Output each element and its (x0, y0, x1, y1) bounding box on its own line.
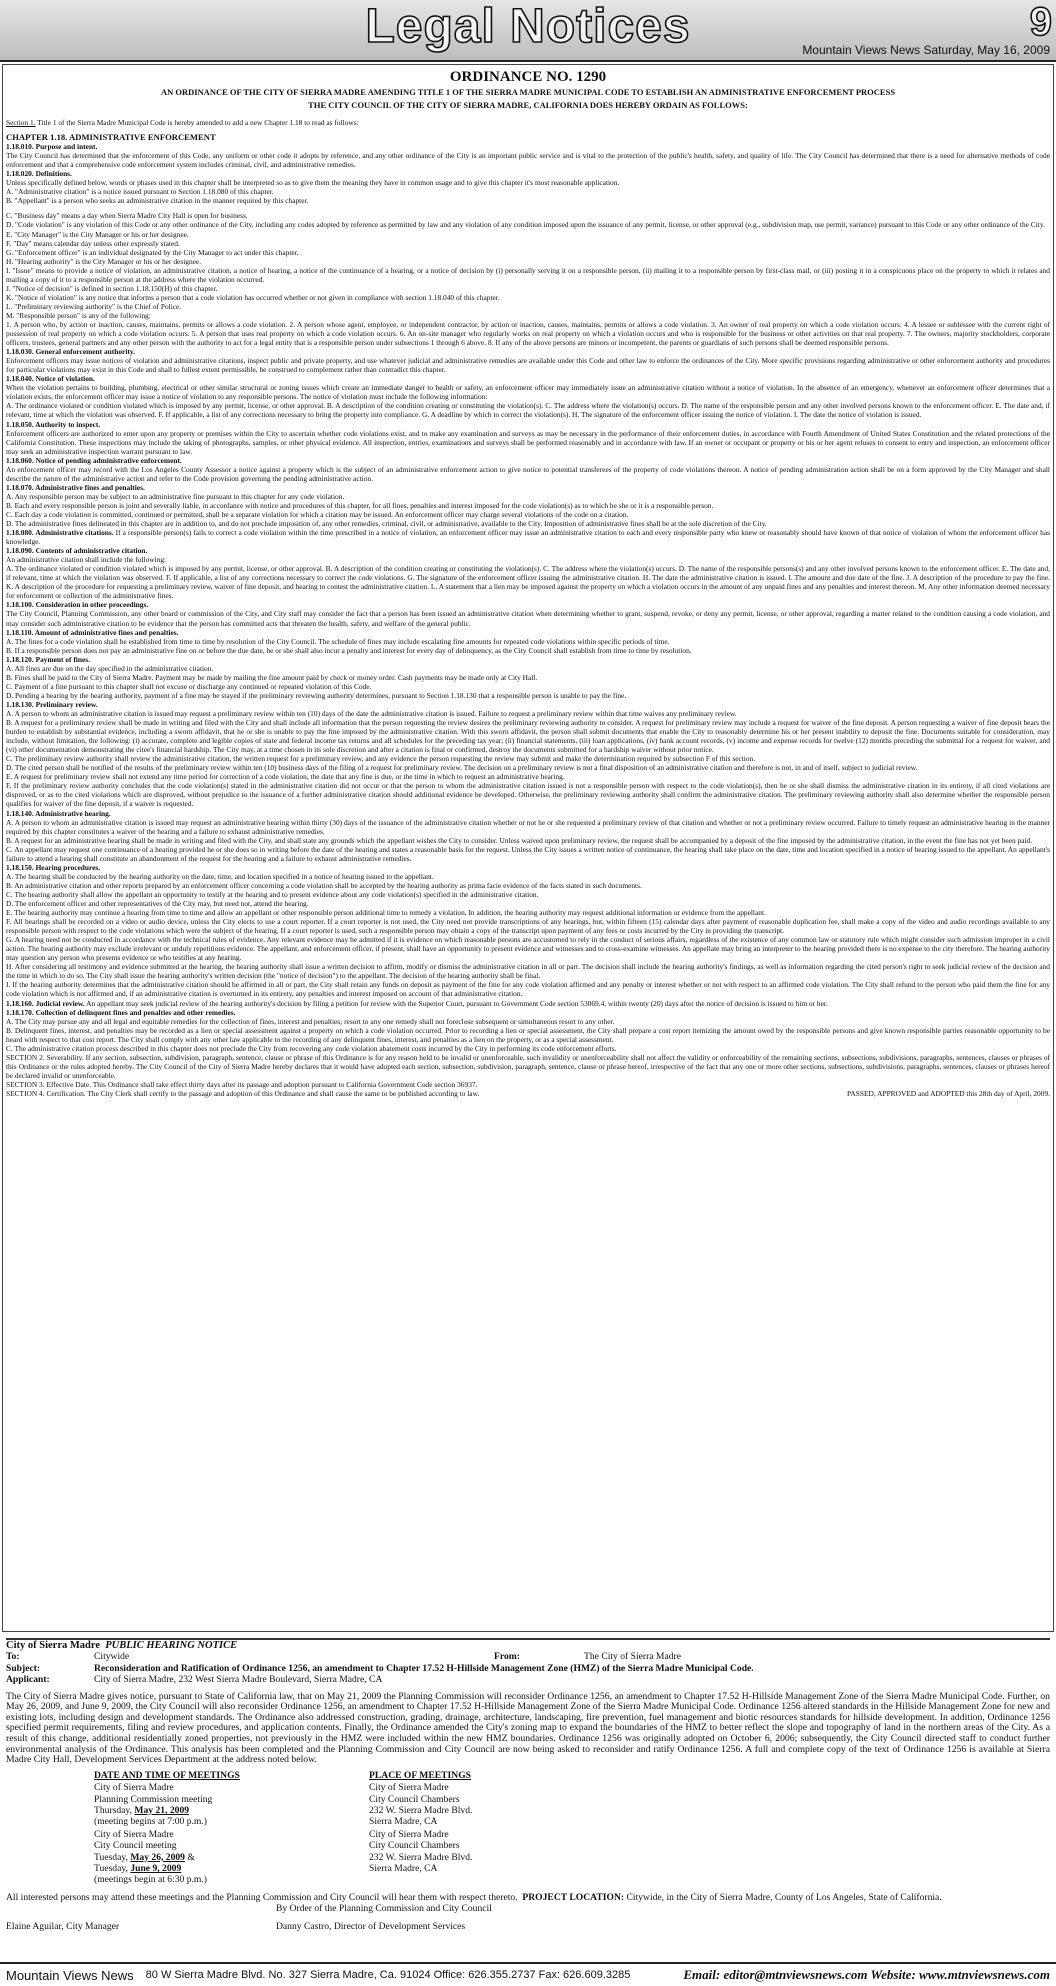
paragraph-text: D. Pending a hearing by the hearing authority, payment of a fine may be stayed if the preliminary reviewing authority determines, pursuant to Section 1.18.130 that a responsible person is unable to pay the fine. (6, 690, 627, 700)
paragraph (6, 239, 1050, 248)
project-location-label: PROJECT LOCATION: (522, 1891, 625, 1903)
heading-text: 1.18.160. Judicial review. (6, 998, 85, 1008)
heading-text: 1.18.150. Hearing procedures. (6, 862, 101, 872)
paragraph-text: Unless specifically defined below, words or phases used in this chapter shall be interpreted so as to give them the meaning they have in common usage and to give this chapter it's most reasonable application. (6, 178, 620, 188)
place-1-line4: Sierra Madre, CA (369, 1816, 438, 1828)
heading-text: 1.18.040. Notice of violation. (6, 374, 95, 384)
meeting-2-datestr1: May 26, 2009 (130, 1851, 185, 1863)
applicant-label: Applicant: (6, 1674, 50, 1686)
adoption-statement: PASSED, APPROVED and ADOPTED this 28th day of April, 2009. (847, 1088, 1050, 1098)
section-heading (6, 420, 1050, 429)
paragraph-text: E. The hearing authority may continue a hearing from time to time and allow an appellant or other responsible person additional time to remedy a violation. In addition, the hearing authority may request additional information or evidence from the appellant. (6, 908, 766, 918)
paragraph (6, 763, 1050, 772)
to-value: Citywide (94, 1651, 130, 1663)
ordinance-title: ORDINANCE NO. 1290 (449, 69, 607, 85)
place-1-line3: 232 W. Sierra Madre Blvd. (369, 1805, 473, 1816)
paragraph (6, 899, 1050, 908)
paragraph (6, 682, 1050, 691)
paragraph (6, 510, 1050, 519)
paragraph (6, 845, 1050, 863)
paragraph-text: A. Any responsible person may be subject to an administrative fine pursuant to this chapter for any code violation. (6, 491, 345, 501)
paragraph-text: C. "Business day" means a day when Sierra Madre City Hall is open for business. (6, 211, 248, 221)
heading-text: 1.18.010. Purpose and intent. (6, 142, 98, 152)
public-hearing-notice (6, 1638, 1050, 1958)
paragraph-text: D. The enforcement officer and other representatives of the City may, but need not, attend the hearing. (6, 898, 309, 908)
paragraph-text: C. An appellant may request one continuance of a hearing provided he or she does so in writing before the date of the hearing and states a reasonable basis for the request. Unless the City issues a written notice of continuance, the hearing shall take place on the date, time and location specified in a notice of hearing issued to the appellant. An appellant's failure to attend a hearing shall constitute an abandonment of the request for the hearing and a failure to exhaust administrative remedies. (6, 844, 1050, 863)
paragraph (6, 220, 1050, 229)
paragraph-text: A. A person to whom an administrative citation is issued may request an administrative hearing within thirty (30) days of the issuance of the administrative citation whether or not he or she requested a preliminary review of that citation and whether or not a preliminary review occurred. Failure to timely request an administrative hearing in the manner required by this chapter constitutes a waiver of the hearing and a failure to exhaust administrative remedies. (6, 817, 1050, 836)
meeting-2-weekday1: Tuesday, (94, 1851, 131, 1863)
paragraph (6, 980, 1050, 998)
paragraph (6, 709, 1050, 718)
paragraph (6, 564, 1050, 600)
paragraph (6, 492, 1050, 501)
meeting-2-weekday2: Tuesday, (94, 1863, 131, 1875)
ordinance-notice (6, 66, 1050, 1098)
paragraph (6, 1080, 1050, 1089)
paragraph (6, 356, 1050, 374)
section-heading (6, 600, 1050, 609)
paragraph (6, 302, 1050, 311)
heading-text: 1.18.100. Consideration in other proceedings. (6, 600, 149, 610)
paragraph-text: M. "Responsible person" is any of the following: (6, 310, 151, 320)
paragraph-text: C. The administrative citation process described in this chapter does not preclude the City from recovering any code violation abatement costs incurred by the City in performing its code enforcement efforts. (6, 1043, 617, 1053)
section-heading (6, 700, 1050, 709)
paragraph-text: C. The hearing authority shall allow the appellant an opportunity to testify at the hearing and to present evidence about any code violation(s) specified in the administrative citation. (6, 889, 539, 899)
chapter-heading: CHAPTER 1.18. ADMINISTRATIVE ENFORCEMENT (6, 132, 216, 143)
place-2-line2: City Council Chambers (369, 1840, 460, 1852)
section-1-text: Title 1 of the Sierra Madre Municipal Code is hereby amended to add a new Chapter 1.18 to read as follows: (35, 118, 359, 127)
paragraph-text: A. A person to whom an administrative citation is issued may request a preliminary review within ten (10) days of the date the administrative citation is issued. Failure to request a preliminary review within that time waives any preliminary review. (6, 709, 737, 718)
paragraph-text: D. The administrative fines delineated in this chapter are in addition to, and do not preclude imposition of, any other remedies, criminal, civil, or administrative, available to the City. Imposition of administrative fines shall be at the sole discretion of the City. (6, 519, 767, 529)
heading-text: 1.18.030. General enforcement authority. (6, 347, 135, 357)
from-label: From: (494, 1651, 520, 1663)
paragraph (6, 718, 1050, 754)
paragraph (6, 881, 1050, 890)
paragraph-text: B. "Appellant" is a person who seeks an administrative citation in the manner required by this chapter. (6, 196, 309, 206)
paragraph-text: When the violation pertains to building, plumbing, electrical or other similar structural or zoning issues which create an immediate danger to health or safety, an enforcement officer may immediately issue an administrative citation without a notice of violation. In the absence of an emergency, whenever an enforcement officer determines that a violation exists, the enforcement officer may issue a notice of violation to any responsible persons. The notice of violation must include the following information: (6, 383, 1050, 402)
paragraph (6, 754, 1050, 763)
paragraph-text: G. "Enforcement officer" is an individual designated by the City Manager to act under this chapter. (6, 247, 299, 257)
paragraph-text: An appellant may seek judicial review of the hearing authority's decision by filing a petition for review with the Superior Court, pursuant to Government Code section 53069.4, within twenty (20) days after the notice of decision is issued to him or her. (84, 998, 828, 1008)
paragraph-text: J. "Notice of decision" is defined in section 1.18.150(H) of this chapter. (6, 283, 218, 293)
section-heading (6, 628, 1050, 637)
paragraph (6, 673, 1050, 682)
paragraph-text: C. The preliminary review authority shall review the administrative citation, the written request for a preliminary review, and any evidence the person requesting the review may submit and make the determination required by subsection F of this section. (6, 754, 756, 764)
meeting-2-amp: & (184, 1851, 195, 1863)
place-2-line1: City of Sierra Madre (369, 1828, 449, 1840)
meeting-2-org: City of Sierra Madre (94, 1828, 174, 1840)
paragraph (6, 1089, 1050, 1098)
edition-line: Mountain Views News Saturday, May 16, 2009 (802, 43, 1050, 57)
paragraph-text: Enforcement officers may issue notices of violation and administrative citations, inspect public and private property, and use whatever judicial and administrative remedies are available under this Code and other law to enforce the ordinances of the City. More specific provisions regarding administrative or other enforcement authority and procedures for particular violations may exist in this Code and shall to fullest extent permissible, be construed to complement rather than contradict this chapter. (6, 356, 1050, 375)
paragraph-text: SECTION 3. Effective Date. This Ordinance shall take effect thirty days after its passage and adoption pursuant to California Government Code section 36937. (6, 1079, 478, 1089)
paragraph (6, 230, 1050, 239)
section-heading (6, 655, 1050, 664)
section-heading (6, 999, 1050, 1008)
place-1-line2: City Council Chambers (369, 1793, 460, 1805)
paragraph-text: B. Delinquent fines, interest, and penalties may be recorded as a lien or special assessment against a property on which a code violation occurred. Prior to recording a lien or special assessment, the City shall prepare a cost report itemizing the amount owed by the responsible persons and give known responsible parties reasonable opportunity to be heard with respect to that cost report. The City shall comply with any other law applicable to the recording of any delinquent fines, interest, and penalties as a lien on the property, or as a special assessment. (6, 1025, 1050, 1044)
paragraph-text: L. "Preliminary reviewing authority" is the Chief of Police. (6, 301, 182, 311)
ordinance-ordain-line: THE CITY COUNCIL OF THE CITY OF SIERRA MADRE, CALIFORNIA DOES HEREBY ORDAIN AS FOLLOWS: (308, 100, 748, 110)
section-title: Legal Notices (365, 0, 691, 53)
meeting-1-org: City of Sierra Madre (94, 1782, 174, 1794)
meeting-1-datestr: May 21, 2009 (134, 1805, 190, 1816)
paragraph (6, 257, 1050, 266)
subject-value: Reconsideration and Ratification of Ordinance 1256, an amendment to Chapter 17.52 H-Hillside Management Zone (HMZ) of the Sierra Madre Municipal Code. (94, 1662, 754, 1674)
paragraph (6, 248, 1050, 257)
meeting-1-weekday: Thursday, (94, 1805, 135, 1816)
meeting-2-body: City Council meeting (94, 1840, 177, 1852)
section-heading (6, 483, 1050, 492)
paragraph (6, 1053, 1050, 1080)
paragraph-text: D. The cited person shall be notified of the results of the preliminary review within ten (10) business days of the filing of a request for preliminary review. The decision on a preliminary review is not a final disposition of an administrative citation and therefore is not, in and of itself, subject to judicial review. (6, 763, 918, 773)
paragraph-text: H. After considering all testimony and evidence submitted at the hearing, the hearing authority shall issue a written decision to affirm, modify or dismiss the administrative citation in all or part. The decision shall include the hearing authority's findings, as well as information regarding the cited person's right to seek judicial review of the decision and the time in which to do so. The City shall issue the hearing authority's written decision (the "notice of decision") to the appellant. The decision of the hearing authority shall be final. (6, 962, 1050, 981)
ordinance-paragraphs (6, 142, 1050, 1098)
paragraph (6, 917, 1050, 935)
section-1 (6, 118, 1050, 127)
paragraph-text: E. A request for preliminary review shall not extend any time period for correction of a code violation, the date that any fine is due, or the time in which to request an administrative hearing. (6, 772, 565, 782)
hearing-notice-box (6, 1638, 1050, 1956)
paragraph-text: A. The hearing shall be conducted by the hearing authority on the date, time, and location specified in a notice of hearing issued to the appellant. (6, 871, 434, 881)
paragraph (6, 429, 1050, 456)
place-2-line3: 232 W. Sierra Madre Blvd. (369, 1851, 473, 1863)
to-label: To: (6, 1651, 20, 1663)
paragraph (6, 211, 1050, 220)
paragraph-text: An administrative citation shall include the following: (6, 555, 167, 565)
paragraph-text: B. If a responsible person does not pay an administrative fine on or before the due date, he or she shall also incur a penalty and interest for every day of delinquency, as the City Council shall establish from time to time by resolution. (6, 645, 692, 655)
meeting-1-body: Planning Commission meeting (94, 1793, 213, 1805)
hearing-org: City of Sierra Madre (6, 1640, 100, 1651)
heading-text: 1.18.060. Notice of pending administrative enforcement. (6, 455, 182, 465)
paragraph (6, 266, 1050, 284)
dates-header: DATE AND TIME OF MEETINGS (94, 1769, 240, 1781)
paragraph-text: A. The ordinance violated or condition violated which is imposed by any permit, license, or other approval. B. A description of the condition creating or constituting the violation(s). C. The address where the violation(s) occurs. D. The name of the responsible person and any other involved persons known to the enforcement officer. E. The date and, if relevant, time at which the violation was observed. F. If applicable, a list of any corrections necessary to bring the property into compliance. G. A deadline by which to correct the violation(s). H. The signature of the enforcement officer issuing the notice of violation. I. The date the notice of violation is issued. (6, 401, 1050, 420)
paragraph-text: F. If the preliminary review authority concludes that the code violation(s) stated in the administrative citation did not occur or that the person to whom the administrative citation issued is not a responsible person with respect to the code violation(s), then he or she shall dismiss the administrative citation in its entirety, if all cited violations are disproved, or as to the cited violations which are disproved, without prejudice to the issuance of a further administrative citation should additional evidence be developed. Otherwise, the preliminary reviewing authority shall confirm the administrative citation. The preliminary reviewing authority shall also determine whether the responsible person qualifies for waiver of the fine deposit, if a waiver is requested. (6, 781, 1050, 809)
paragraph-text: G. A hearing need not be conducted in accordance with the technical rules of evidence. Any relevant evidence may be admitted if it is evidence on which reasonable persons are accustomed to rely in the conduct of serious affairs, regardless of the existence of any common law or statutory rule which might consider such admission improper in a civil action. The hearing authority may exclude irrelevant or unduly repetitious evidence. The appellant, and enforcement officer, if present, shall have an opportunity to present evidence and witnesses and to cross-examine witnesses. An appellate may bring an interpreter to the hearing provided there is no expense to the city therefore. The hearing authority may question any person who presents evidence or who testifies at any hearing. (6, 935, 1050, 963)
section-heading (6, 169, 1050, 178)
paragraph-text: The City Council, Planning Commission, any other board or commission of the City, and City staff may consider the fact that a person has been issued an administrative citation when determining whether to grant, suspend, revoke, or deny any permit, license, or other approval, regarding a matter related to the condition causing a code violation, and may consider such administrative citation to be evidence that the person has committed acts that threaten the health, safety, and welfare of the general public. (6, 609, 1050, 628)
paragraph-text: B. Each and every responsible person is joint and severally liable, in accordance with notice and procedures of this chapter, for all fines, penalties and interest imposed for the code violation(s) as to which he she or it is a responsible person. (6, 500, 714, 510)
paragraph-text: SECTION 4. Certification. The City Clerk shall certify to the passage and adoption of this Ordinance and shall cause the same to be published according to law. (6, 1088, 480, 1098)
subject-label: Subject: (6, 1662, 41, 1674)
paragraph (6, 691, 1050, 700)
paragraph (6, 818, 1050, 836)
paragraph-text: K. "Notice of violation" is any notice that informs a person that a code violation has occurred whether or not given in compliance with section 1.18.040 of this chapter. (6, 292, 500, 302)
paragraph-text: A. "Administrative citation" is a notice issued pursuant to Section 1.18.080 of this chapter. (6, 187, 274, 197)
meeting-2-datestr2: June 9, 2009 (130, 1863, 182, 1875)
section-heading (6, 546, 1050, 555)
place-2-line4: Sierra Madre, CA (369, 1863, 438, 1875)
paragraph-text: 1. A person who, by action or inaction, causes, maintains, permits or allows a code violation. 2. A person whose agent, employee, or independent contractor, by action or inaction, causes, maintains, permits or allows a code violation. 3. An owner of real property on which a code violation occurs. 4. A lessee or sublessee with the current right of possession of real property on which a code violation occurs. 5. A person that uses real property on which a code violation occurs. 6. An on-site manager who regularly works on real property on which a violation occurs and who is responsible for the business or other activities on that real property. 7. The owners, majority stockholders, corporate officers, trustees, general partners and any other person with the authority to act for a legal entity that is a responsible person under subsections 1 through 6 above. 8. If any of the above persons are minors or incompetent, the parents or guardians of such persons shall be deemed responsible persons. (6, 319, 1050, 348)
paragraph (6, 501, 1050, 510)
paragraph (6, 781, 1050, 808)
paragraph (6, 293, 1050, 302)
paragraph (6, 637, 1050, 646)
paragraph (6, 872, 1050, 881)
closing-text: All interested persons may attend these meetings and the Planning Commission and City Council will hear them with respect thereto. (6, 1891, 518, 1903)
paragraph (6, 401, 1050, 419)
footer-contact: Email: editor@mtnviewsnews.com Website: www.mtnviewsnews.com (683, 1967, 1050, 1982)
paragraph-text: A. The fines for a code violation shall be established from time to time by resolution of the City Council. The schedule of fines may include escalating fine amounts for repeated code violations within specific periods of time. (6, 636, 670, 646)
heading-text: 1.18.080. Administrative citations. (6, 528, 114, 538)
heading-text: 1.18.140. Administrative hearing. (6, 808, 111, 818)
masthead (0, 0, 1056, 62)
hearing-label: PUBLIC HEARING NOTICE (105, 1640, 238, 1651)
paragraph (6, 187, 1050, 196)
signature-director: Danny Castro, Director of Development Services (276, 1920, 466, 1932)
signature-city-manager: Elaine Aguilar, City Manager (6, 1920, 120, 1932)
paragraph-text: SECTION 2. Severability. If any section, subsection, subdivision, paragraph, sentence, clause or phrase of this Ordinance is for any reason held to be invalid or unenforceable, such invalidity or unenforceability shall not affect the validity or enforceability of the remaining sections, subsections, subdivisions, paragraphs, sentences, clauses or phrases of this Ordinance or the rules adopted hereby. The City Council of the City of Sierra Madre hereby declares that it would have adopted each section, subsection, subdivision, paragraph, sentence, clause or phrase hereof, irrespective of the fact that any one or more other sections, subsections, subdivisions, paragraphs, sentences, clauses or phrases hereof be declared invalid or unenforceable. (6, 1052, 1050, 1080)
paragraph (6, 772, 1050, 781)
footer (0, 1962, 1056, 1986)
heading-text: 1.18.130. Preliminary review. (6, 699, 98, 709)
section-heading (6, 863, 1050, 872)
place-1-line1: City of Sierra Madre (369, 1782, 449, 1794)
paragraph (6, 962, 1050, 980)
heading-text: 1.18.050. Authority to inspect. (6, 419, 101, 429)
hearing-body: The City of Sierra Madre gives notice, pursuant to State of California law, that on May 21, 2009 the Planning Commission will reconsider Ordinance 1256, an amendment to Chapter 17.52 H-Hillside Management Zone of the Sierra Madre Municipal Code. Further, on May 26, 2009, and June 9, 2009, the City Council will also reconsider Ordinance 1256, an amendment to Chapter 17.52 H-Hillside Management Zone of the Sierra Madre Municipal Code. Ordinance 1256 altered standards in the Hillside Management Zone for new and existing lots, including design and development standards. The Ordinance also addressed construction, grading, drainage, architecture, landscaping, fire prevention, fuel management and biotic resources standards for hillside development. In addition, Ordinance 1256 specified permit requirements, filing and review procedures, and application contents. Finally, the Ordinance amended the City's zoning map to expand the boundaries of the HMZ to better reflect the slope and topography of land in the northern areas of the City. As a result of this change, additional residentially zoned properties, not previously in the HMZ were included within the new HMZ boundaries. Ordinance 1256 was originally adopted on October 6, 2006; subsequently, the City Council directed staff to conduct further environmental analysis of the Ordinance. This analysis has been completed and the Planning Commission and City Council are now being asked to reconsider and ratify Ordinance 1256. A full and complete copy of the text of Ordinance 1256 is available at Sierra Madre City Hall, Development Services Department at the address noted below. (6, 1690, 1050, 1766)
paragraph-text: D. "Code violation" is any violation of this Code or any other ordinance of the City, including any codes adopted by reference as permitted by law and any violation of any condition imposed upon the issuance of any permit, license, or other approval (e.g., subdivision map, use permit, variance) pursuant to this Code or any other ordinance of the City. (6, 220, 1045, 230)
paragraph (6, 1044, 1050, 1053)
paragraph-text: C. Each day a code violation is committed, continued or permitted, shall be a separate violation for which a citation may be issued. An enforcement officer may charge several violations of the code on a citation. (6, 509, 629, 519)
paragraph (6, 465, 1050, 483)
page-number: 9 (1029, 0, 1052, 44)
paragraph-text: An enforcement officer may record with the Los Angeles County Assessor a notice against a property which is the subject of an administrative enforcement action to give notice to potential transferees of the property of code violations thereon. A notice of pending administration action shall be on a form approved by the City Manager and shall describe the nature of the administrative action and refer to the Code provision governing the pending administrative action. (6, 464, 1050, 483)
paragraph (6, 935, 1050, 962)
section-heading (6, 142, 1050, 151)
paragraph-text: B. A request for a preliminary review shall be made in writing and filed with the City and shall include all information that the person requesting the review desires the preliminary reviewing authority to consider. A request for preliminary review may include a request for waiver of the fine deposit. A person requesting a waiver of fine deposit bears the burden to establish by substantial evidence, including a sworn affidavit, that he or she is unable to pay the fine imposed by the administrative citation. With this sworn affidavit, the person shall submit documents that enable the City to reasonably determine his or her present inability to deposit the fine. Documents suitable for consideration, may include, without limitation, the following: (i) accurate, complete and legible copies of state and federal income tax returns and all schedules for the preceding tax year; (ii) financial statements, (iii) loan applications, (iv) bank account records, (v) income and expense records for twelve (12) months preceding the submittal for a request for waiver, and (vi) other documentation demonstrating the citee's financial hardship. The City may, at a time chosen in its sole discretion and after a citation is final or confirmed, destroy the documents submitted for a hardship waiver without prior notice. (6, 718, 1050, 755)
paragraph (6, 1017, 1050, 1026)
section-heading (6, 809, 1050, 818)
footer-address: 80 W Sierra Madre Blvd. No. 327 Sierra Madre, Ca. 91024 Office: 626.355.2737 Fax: 626.609.3285 (145, 1969, 631, 1981)
paragraph (6, 151, 1050, 169)
section-heading (6, 347, 1050, 356)
paragraph-text: A. The City may pursue any and all legal and equitable remedies for the collection of fines, interest and penalties; resort to any one remedy shall not foreclose subsequent or simultaneous resort to any other. (6, 1016, 615, 1026)
paragraph-text: B. A request for an administrative hearing shall be made in writing and filed with the City, and shall state any grounds which the appellant wishes the City to consider. Unless waived upon preliminary review, the request shall be accompanied by a deposit of the fine imposed by the administrative citation, in the event the fine has not yet been paid. (6, 835, 1033, 845)
paragraph (6, 890, 1050, 899)
paragraph (6, 646, 1050, 655)
paragraph (6, 320, 1050, 347)
paragraph (6, 519, 1050, 528)
paragraph-text: E. "City Manager" is the City Manager or his or her designee. (6, 229, 189, 239)
paragraph-text: A. All fines are due on the day specified in the administrative citation. (6, 663, 214, 673)
ordinance-body (6, 118, 1050, 1098)
paragraph-text: I. "Issue" means to provide a notice of violation, an administrative citation, a notice of hearing, a notice of the continuance of a hearing, or a notice of decision by (i) personally serving it on a responsible person, (ii) mailing it to a responsible person by first-class mail, or (iii) posting it in a conspicuous place on the property to which it relates and mailing a copy of it to a responsible person at the address where the violation occurred. (6, 265, 1050, 284)
section-heading (6, 528, 1050, 546)
paragraph-text: F. "Day" means calendar day unless other expressly stated. (6, 238, 180, 248)
section-heading (6, 374, 1050, 383)
heading-text: 1.18.020. Definitions. (6, 169, 72, 179)
section-heading (6, 456, 1050, 465)
paragraph (6, 196, 1050, 205)
paragraph-text: If a responsible person(s) fails to correct a code violation within the time prescribed in a notice of violation, an enforcement officer may issue an administrative citation to each and every responsible party who knew or reasonably should have known of that notice of violation of whom the enforcement officer has knowledge. (6, 528, 1051, 547)
heading-text: 1.18.170. Collection of delinquent fines and penalties and other remedies. (6, 1007, 236, 1017)
paragraph (6, 284, 1050, 293)
paragraph (6, 664, 1050, 673)
meeting-1-time: (meeting begins at 7:00 p.m.) (94, 1816, 207, 1828)
heading-text: 1.18.090. Contents of administrative citation. (6, 546, 148, 556)
paragraph-text: The City Council has determined that the enforcement of this Code, any uniform or other code it adopts by reference, and any other ordinance of the City is an important public service and is vital to the protection of the public's health, safety, and quality of life. The City Council has determined that there is a need for alternative methods of code enforcement and that a comprehensive code enforcement system includes criminal, civil, and administrative remedies. (6, 151, 1050, 170)
paragraph-text: B. An administrative citation and other reports prepared by an enforcement officer concerning a code violation shall be accepted by the hearing authority as prima facie evidence of the facts stated in such documents. (6, 880, 642, 890)
project-location: Citywide, in the City of Sierra Madre, County of Los Angeles, State of California. (624, 1891, 942, 1903)
meeting-2-time: (meetings begin at 6:30 p.m.) (94, 1874, 207, 1886)
paragraph (6, 178, 1050, 187)
paragraph-text: Enforcement officers are authorized to enter upon any property or premises within the City to ascertain whether code violations exist, and to make any examination and surveys as may be necessary in the performance of their enforcement duties, in accordance with Fourth Amendment of United States Constitution and the related protections of the California Constitution. These inspections may include the taking of photographs, samples, or other physical evidence. All inspection, entries, examinations and surveys shall be performed reasonably and in accordance with law. If an owner or occupant or property or his or her agent refuses to consent to entry and inspection, an enforcement officer may seek an administrative inspection warrant pursuant to law. (6, 428, 1050, 456)
paragraph-text: I. If the hearing authority determines that the administrative citation should be affirmed in all or part, the City shall retain any funds on deposit as payment of the fine for any code violation affirmed and any penalty or interest whether or not with respect to an affirmed code violation. The City shall refund to the person who paid them the fine for any code violation which is not affirmed and, if an administrative citation is overturned in its entirety, any penalties and interest imposed on account of that administrative citation. (6, 980, 1050, 999)
heading-text: 1.18.120. Payment of fines. (6, 654, 90, 664)
paragraph (6, 609, 1050, 627)
places-header: PLACE OF MEETINGS (369, 1769, 471, 1781)
paragraph-text: C. Payment of a fine pursuant to this chapter shall not excuse or discharge any continued or repeated violation of this Code. (6, 681, 372, 691)
paragraph (6, 1026, 1050, 1044)
section-1-label: Section 1. (6, 118, 36, 127)
from-value: The City of Sierra Madre (584, 1651, 681, 1663)
footer-publication: Mountain Views News (6, 1967, 134, 1983)
paragraph (6, 836, 1050, 845)
paragraph (6, 311, 1050, 320)
paragraph-text: H. "Hearing authority" is the City Manager or his or her designee. (6, 256, 202, 266)
ordinance-subtitle: AN ORDINANCE OF THE CITY OF SIERRA MADRE AMENDING TITLE 1 OF THE SIERRA MADRE MUNICIPAL CODE TO ESTABLISH AN ADMINISTRATIVE ENFORCEMENT PROCESS (160, 87, 896, 97)
order-line: By Order of the Planning Commission and City Council (276, 1903, 492, 1915)
paragraph-text: F. All hearings shall be recorded on a video or audio device, unless the City elects to use a court reporter. If a court reporter is not used, the City need not provide transcriptions of any hearings, but, within fifteen (15) calendar days after payment of reasonable duplication fee, shall make a copy of the video and audio recordings available to any responsible person with respect to the code violations which were the subject of the hearing. If a court reporter is used, such a responsible person may obtain a copy of the transcript upon payment of any fees or costs incurred by the City in providing the transcript. (6, 917, 1050, 936)
paragraph (6, 383, 1050, 401)
paragraph (6, 555, 1050, 564)
section-heading (6, 1008, 1050, 1017)
applicant-value: City of Sierra Madre, 232 West Sierra Madre Boulevard, Sierra Madre, CA (94, 1674, 383, 1686)
paragraph (6, 908, 1050, 917)
heading-text: 1.18.070. Administrative fines and penalties. (6, 482, 145, 492)
paragraph-text: A. The ordinance violated or condition violated which is imposed by any permit, license, or other approval. B. A description of the condition creating or constituting the violation(s). C. The address where the violation(s) occurs. D. The name of the responsible persons(s) and any other involved persons known to the enforcement officer. E. The date and, if relevant, time at which the violation was observed. F. If applicable, a list of any corrections necessary to correct the code violations. G. The signature of the enforcement officer issuing the administrative citation. H. The date the administrative citation is issued. I. The amount and due date of the fine. J. A description of the procedure to pay the fine. K. A description of the procedure for requesting a preliminary review, waiver of fine deposit, and hearing to contest the administrative citation. L. A statement that a lien may be imposed against the property on which a violation occurs in the amount of any unpaid fines and any penalties and interest thereon. M. Any other information deemed necessary for enforcement or collection of the administrative fines. (6, 564, 1050, 601)
heading-text: 1.18.110. Amount of administrative fines and penalties. (6, 627, 179, 637)
paragraph-text: B. Fines shall be paid to the City of Sierra Madre. Payment may be made by mailing the fine amount paid by check or money order. Cash payments may be made only at City Hall. (6, 672, 538, 682)
